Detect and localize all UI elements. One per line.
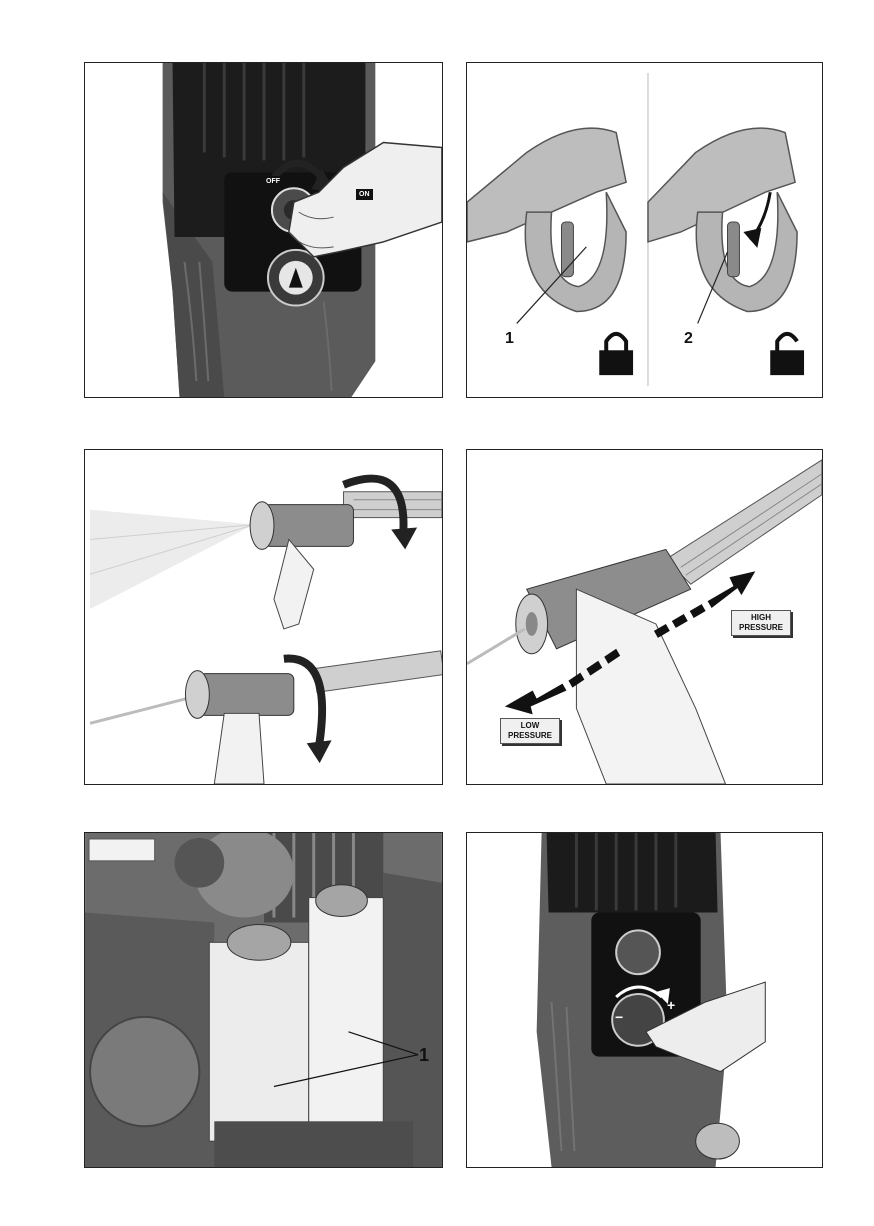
- callout-2: 2: [684, 330, 693, 347]
- figure-detergent-tanks: [84, 832, 443, 1168]
- figure-pressure-adjust: [466, 449, 823, 785]
- pressure-knob-illustration: [467, 833, 822, 1167]
- washer-body-illustration: [85, 63, 442, 397]
- on-label: ON: [356, 189, 373, 200]
- callout-1: 1: [419, 1045, 430, 1065]
- nozzle-rotate-illustration: [85, 450, 442, 784]
- minus-symbol: −: [615, 1009, 624, 1025]
- lock-closed-icon: [599, 334, 633, 375]
- spray-gun-lock-illustration: [467, 63, 822, 397]
- figure-trigger-lock: [466, 62, 823, 398]
- detergent-tanks-illustration: [85, 833, 442, 1167]
- lock-open-icon: [770, 334, 804, 375]
- off-label: OFF: [263, 176, 283, 187]
- high-pressure-label: HIGH PRESSURE: [731, 610, 791, 636]
- figure-pressure-knob: [466, 832, 823, 1168]
- low-pressure-label: LOW PRESSURE: [500, 718, 560, 744]
- plus-symbol: +: [667, 997, 676, 1013]
- callout-1: 1: [505, 330, 514, 347]
- figure-nozzle-rotate: [84, 449, 443, 785]
- figure-power-switch: [84, 62, 443, 398]
